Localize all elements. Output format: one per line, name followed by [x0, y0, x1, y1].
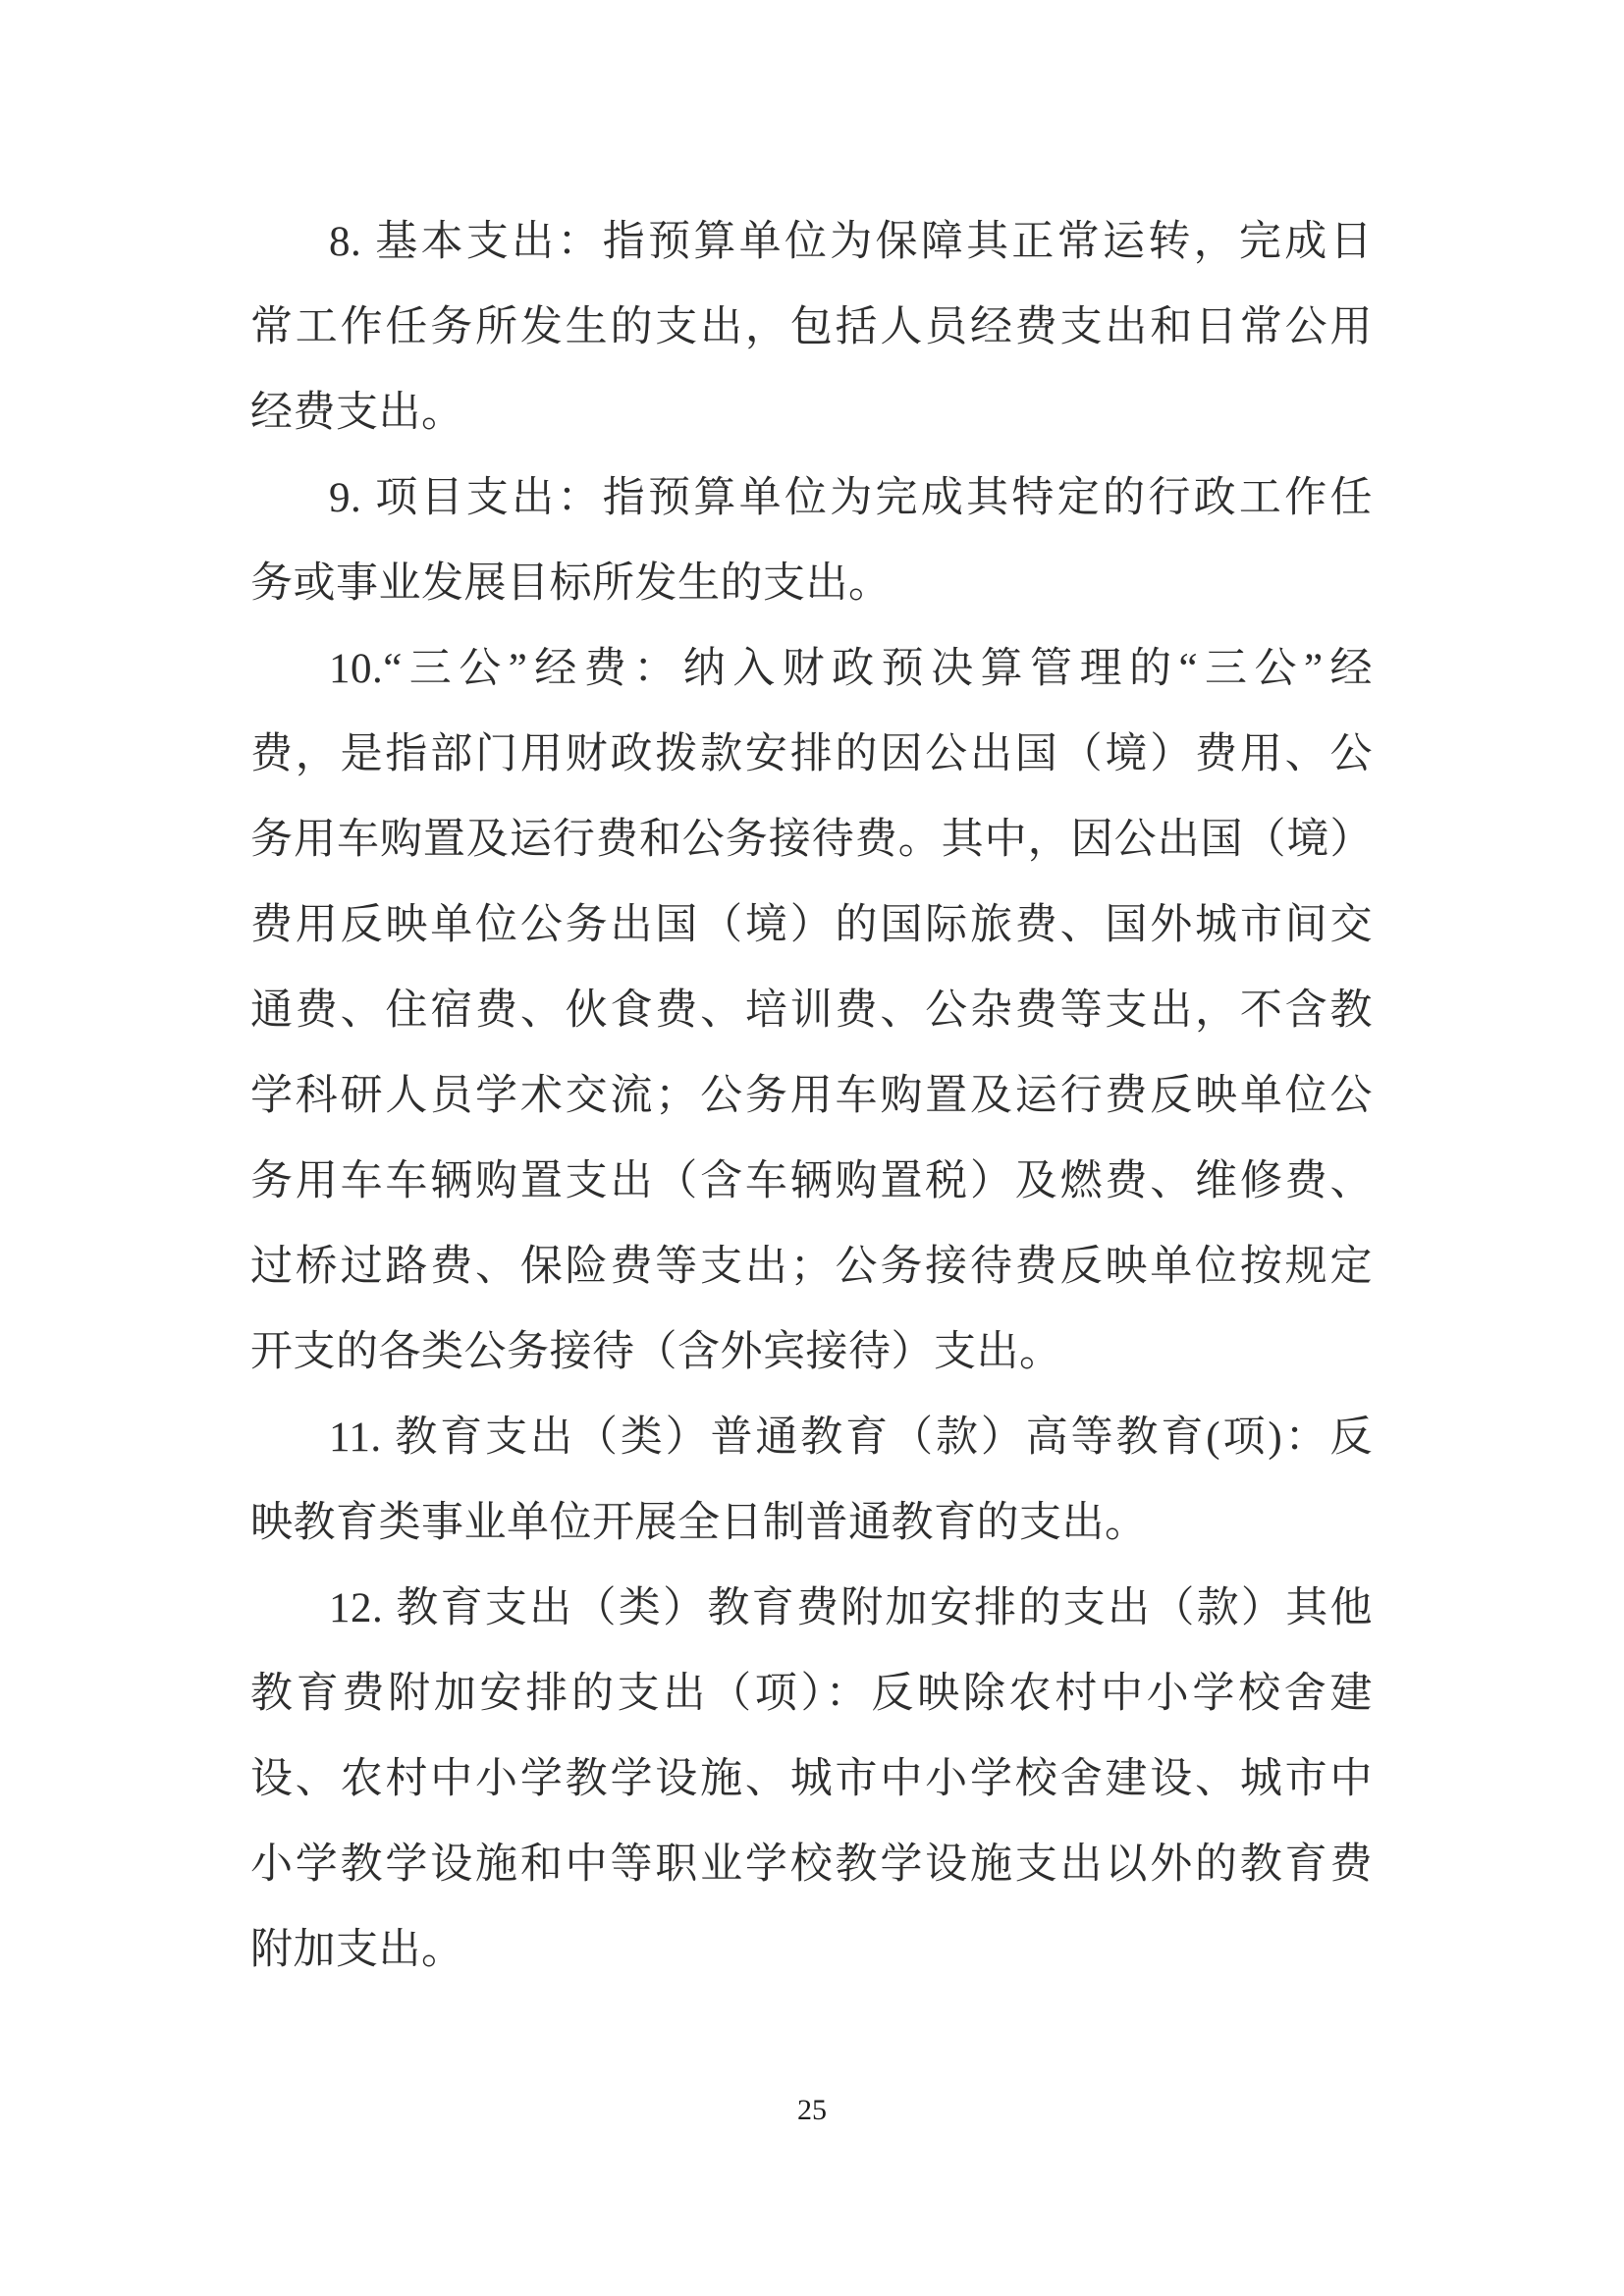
text-line: 10.“三公”经费：纳入财政预决算管理的“三公”经 — [329, 646, 1373, 692]
text-line: 务用车购置及运行费和公务接待费。其中，因公出国（境） — [250, 817, 1373, 863]
text-line: 小学教学设施和中等职业学校教学设施支出以外的教育费 — [250, 1842, 1373, 1888]
text-line: 务或事业发展目标所发生的支出。 — [250, 561, 892, 607]
text-line: 费，是指部门用财政拨款安排的因公出国（境）费用、公 — [250, 731, 1373, 777]
text-line: 开支的各类公务接待（含外宾接待）支出。 — [250, 1329, 1062, 1375]
text-line: 常工作任务所发生的支出，包括人员经费支出和日常公用 — [250, 304, 1373, 350]
page-number: 25 — [797, 2094, 827, 2126]
text-line: 8. 基本支出：指预算单位为保障其正常运转，完成日 — [329, 219, 1373, 265]
text-line: 经费支出。 — [250, 390, 464, 436]
text-line: 过桥过路费、保险费等支出；公务接待费反映单位按规定 — [250, 1244, 1373, 1290]
text-line: 11. 教育支出（类）普通教育（款）高等教育(项)：反 — [329, 1415, 1373, 1461]
text-line: 设、农村中小学教学设施、城市中小学校舍建设、城市中 — [250, 1756, 1373, 1802]
text-line: 费用反映单位公务出国（境）的国际旅费、国外城市间交 — [250, 902, 1373, 948]
document-body — [250, 199, 1373, 1993]
text-line: 通费、住宿费、伙食费、培训费、公杂费等支出，不含教 — [250, 988, 1373, 1034]
text-line: 学科研人员学术交流；公务用车购置及运行费反映单位公 — [250, 1073, 1373, 1119]
text-line: 教育费附加安排的支出（项）：反映除农村中小学校舍建 — [250, 1671, 1373, 1717]
text-line: 务用车车辆购置支出（含车辆购置税）及燃费、维修费、 — [250, 1158, 1373, 1204]
text-line: 映教育类事业单位开展全日制普通教育的支出。 — [250, 1500, 1148, 1546]
text-line: 12. 教育支出（类）教育费附加安排的支出（款）其他 — [329, 1585, 1373, 1631]
text-line: 附加支出。 — [250, 1927, 464, 1973]
text-line: 9. 项目支出：指预算单位为完成其特定的行政工作任 — [329, 475, 1373, 521]
